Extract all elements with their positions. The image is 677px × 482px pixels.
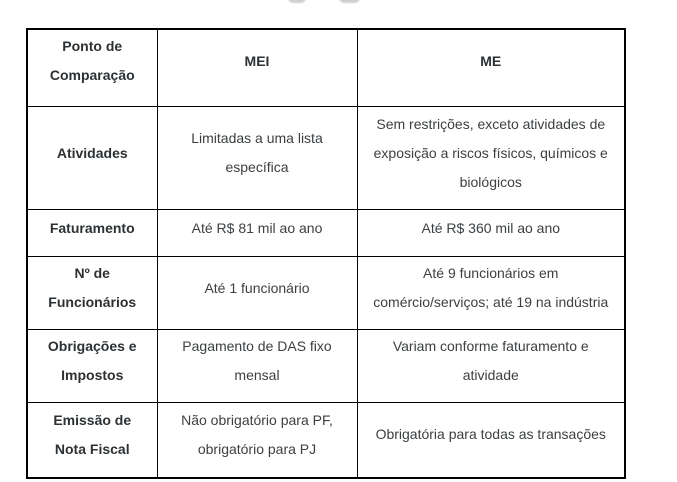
row-label: Atividades (27, 107, 157, 210)
table-row-obrigacoes-impostos (27, 330, 625, 403)
row-label: Emissão de Nota Fiscal (27, 403, 157, 478)
cropped-title-artifact-right (339, 0, 360, 3)
table-row-funcionarios (27, 257, 625, 330)
table-row-atividades (27, 107, 625, 210)
row-label: Obrigações e Impostos (27, 330, 157, 403)
table-row-faturamento (27, 210, 625, 257)
cell-me: Até 9 funcionários em comércio/serviços; até 19 na indústria (357, 257, 625, 330)
column-header-mei: MEI (157, 29, 357, 107)
cell-mei: Pagamento de DAS fixo mensal (157, 330, 357, 403)
table-row-emissao-nota-fiscal (27, 403, 625, 478)
cell-me: Obrigatória para todas as transações (357, 403, 625, 478)
row-label: Faturamento (27, 210, 157, 257)
cell-me: Sem restrições, exceto atividades de exposição a riscos físicos, químicos e biológicos (357, 107, 625, 210)
row-label: Nº de Funcionários (27, 257, 157, 330)
column-header-me: ME (357, 29, 625, 107)
cell-me: Variam conforme faturamento e atividade (357, 330, 625, 403)
cell-mei: Até R$ 81 mil ao ano (157, 210, 357, 257)
cropped-title-artifact-left (288, 0, 306, 3)
cell-mei: Até 1 funcionário (157, 257, 357, 330)
comparison-table (26, 28, 626, 479)
column-header-ponto-de-comparacao: Ponto de Comparação (27, 29, 157, 107)
cell-mei: Limitadas a uma lista específica (157, 107, 357, 210)
cell-me: Até R$ 360 mil ao ano (357, 210, 625, 257)
cell-mei: Não obrigatório para PF, obrigatório para PJ (157, 403, 357, 478)
table-header-row (27, 29, 625, 107)
